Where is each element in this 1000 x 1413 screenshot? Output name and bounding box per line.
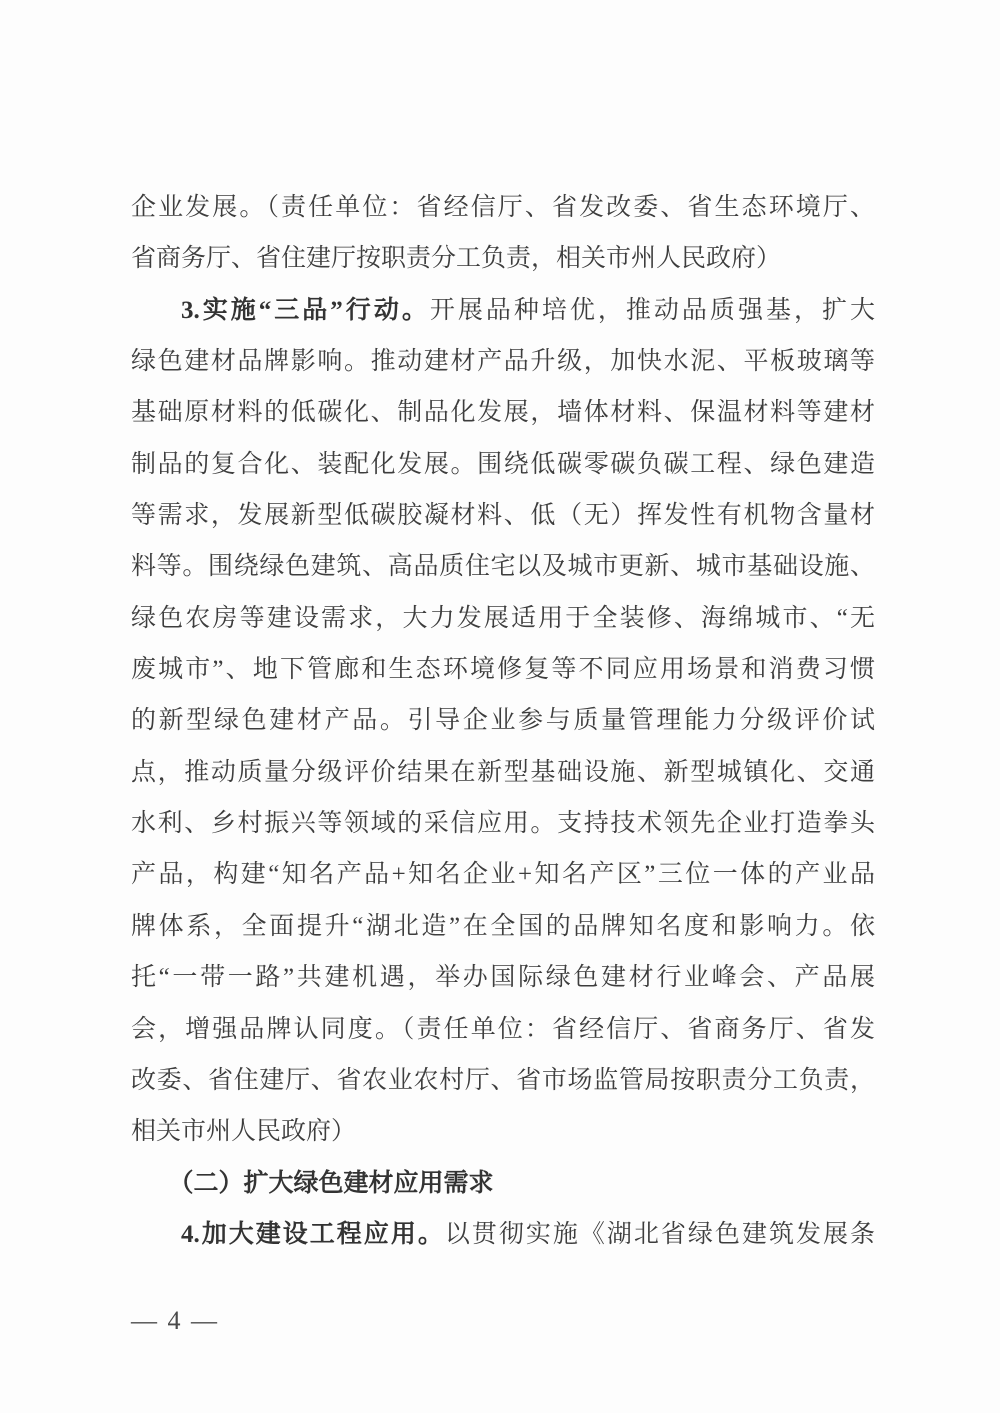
- text-line: [131, 695, 875, 746]
- text-line: [131, 541, 875, 592]
- text-line: [131, 336, 875, 387]
- line-text-run: 点，推动质量分级评价结果在新型基础设施、新型城镇化、交通: [131, 758, 875, 786]
- line-text-run: 牌体系，全面提升“湖北造”在全国的品牌知名度和影响力。依: [131, 912, 875, 940]
- line-text-run: 会，增强品牌认同度。（责任单位：省经信厅、省商务厅、省发: [131, 1015, 875, 1043]
- line-text-run: 绿色农房等建设需求，大力发展适用于全装修、海绵城市、“无: [131, 604, 875, 632]
- line-bold-run: 3.实施“三品”行动。: [181, 296, 430, 324]
- line-text-run: 的新型绿色建材产品。引导企业参与质量管理能力分级评价试: [131, 707, 875, 735]
- text-line: [131, 952, 875, 1003]
- item-3-heading-line: [131, 285, 875, 336]
- section-heading: [131, 1158, 875, 1209]
- line-text-run: 以贯彻实施《湖北省绿色建筑发展条: [444, 1220, 875, 1248]
- text-line: [131, 593, 875, 644]
- line-text-run: 等需求，发展新型低碳胶凝材料、低（无）挥发性有机物含量材: [131, 502, 875, 530]
- text-line: [131, 1055, 875, 1106]
- text-line: [131, 439, 875, 490]
- text-line: [131, 387, 875, 438]
- item-4-heading-line: [131, 1209, 875, 1260]
- line-text-run: 相关市州人民政府）: [131, 1118, 357, 1146]
- text-line: [131, 849, 875, 900]
- line-bold-run: （二）扩大绿色建材应用需求: [168, 1169, 494, 1197]
- text-line: [131, 182, 875, 233]
- line-text-run: 基础原材料的低碳化、制品化发展，墙体材料、保温材料等建材: [131, 399, 875, 427]
- line-text-run: 绿色建材品牌影响。推动建材产品升级，加快水泥、平板玻璃等: [131, 348, 875, 376]
- line-text-run: 改委、省住建厅、省农业农村厅、省市场监管局按职责分工负责，: [131, 1066, 875, 1094]
- line-text-run: 托“一带一路”共建机遇，举办国际绿色建材行业峰会、产品展: [131, 964, 875, 992]
- line-text-run: 料等。围绕绿色建筑、高品质住宅以及城市更新、城市基础设施、: [131, 553, 875, 581]
- line-text-run: 产品，构建“知名产品+知名企业+知名产区”三位一体的产业品: [131, 861, 875, 889]
- line-text-run: 水利、乡村振兴等领域的采信应用。支持技术领先企业打造拳头: [131, 810, 875, 838]
- line-text-run: 制品的复合化、装配化发展。围绕低碳零碳负碳工程、绿色建造: [131, 450, 875, 478]
- line-text-run: 废城市”、地下管廊和生态环境修复等不同应用场景和消费习惯: [131, 656, 875, 684]
- text-line: [131, 233, 875, 284]
- document-body: [131, 182, 875, 1260]
- text-line: [131, 644, 875, 695]
- line-text-run: 开展品种培优，推动品质强基，扩大: [429, 296, 875, 324]
- text-line: [131, 901, 875, 952]
- text-line: [131, 798, 875, 849]
- text-line: [131, 1004, 875, 1055]
- text-line: [131, 1106, 875, 1157]
- line-text-run: 省商务厅、省住建厅按职责分工负责，相关市州人民政府）: [131, 245, 782, 273]
- text-line: [131, 747, 875, 798]
- text-line: [131, 490, 875, 541]
- line-bold-run: 4.加大建设工程应用。: [181, 1220, 445, 1248]
- page-number: — 4 —: [131, 1306, 219, 1335]
- line-text-run: 企业发展。（责任单位：省经信厅、省发改委、省生态环境厅、: [131, 194, 875, 221]
